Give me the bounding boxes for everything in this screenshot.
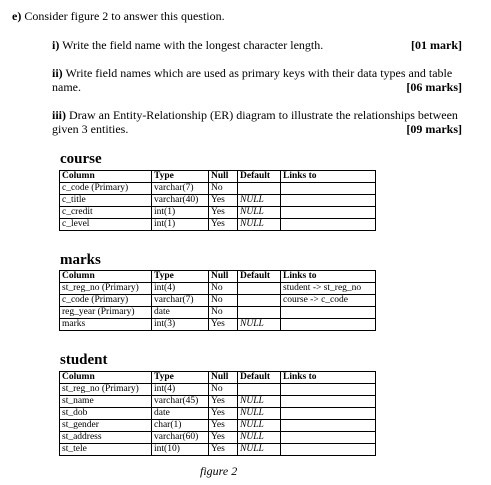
table-header-row <box>60 171 376 183</box>
table-row <box>60 195 376 207</box>
table-cell: NULL <box>238 207 281 219</box>
subquestion-2-marks: [06 marks] <box>406 80 462 94</box>
table-cell: No <box>209 295 238 307</box>
question-text: Consider figure 2 to answer this question. <box>24 9 225 23</box>
table-cell: varchar(7) <box>152 183 209 195</box>
table-row <box>60 420 376 432</box>
table-cell: st_reg_no (Primary) <box>60 283 152 295</box>
table-cell <box>238 283 281 295</box>
table-cell: c_credit <box>60 207 152 219</box>
table-cell: NULL <box>238 420 281 432</box>
question-header <box>12 9 225 24</box>
subquestion-1-marks: [01 mark] <box>411 38 462 52</box>
subquestion-2-text: Write field names which are used as primary keys with their data types and table name. <box>52 66 453 94</box>
table-row <box>60 319 376 331</box>
table-cell: NULL <box>238 408 281 420</box>
table-row <box>60 384 376 396</box>
table-cell: varchar(60) <box>152 432 209 444</box>
table-cell: char(1) <box>152 420 209 432</box>
table-title-student: student <box>60 352 108 368</box>
table-row <box>60 183 376 195</box>
column-header: Null <box>209 372 238 384</box>
table-cell: c_code (Primary) <box>60 295 152 307</box>
table-cell: Yes <box>209 420 238 432</box>
table-cell: varchar(7) <box>152 295 209 307</box>
table-header-row <box>60 271 376 283</box>
table-cell <box>281 408 376 420</box>
table-cell: c_code (Primary) <box>60 183 152 195</box>
table-cell: c_level <box>60 219 152 231</box>
subquestion-3-text: Draw an Entity-Relationship (ER) diagram to illustrate the relationships between given 3 entities. <box>52 108 458 136</box>
table-cell: int(1) <box>152 219 209 231</box>
table-cell: date <box>152 307 209 319</box>
table-cell <box>281 384 376 396</box>
table-cell: Yes <box>209 408 238 420</box>
question-label: e) <box>12 9 22 23</box>
table-cell: student -> st_reg_no <box>281 283 376 295</box>
table-cell: No <box>209 283 238 295</box>
table-cell: int(10) <box>152 444 209 456</box>
table-cell <box>281 444 376 456</box>
table-cell: No <box>209 307 238 319</box>
column-header: Default <box>238 372 281 384</box>
subquestion-2 <box>52 66 462 94</box>
table-cell: NULL <box>238 219 281 231</box>
table-cell: st_reg_no (Primary) <box>60 384 152 396</box>
table-cell <box>281 420 376 432</box>
table-course <box>59 170 376 231</box>
column-header: Default <box>238 171 281 183</box>
table-cell <box>238 307 281 319</box>
table-cell: reg_year (Primary) <box>60 307 152 319</box>
table-cell: NULL <box>238 319 281 331</box>
table-cell: marks <box>60 319 152 331</box>
table-cell <box>281 207 376 219</box>
subquestion-2-num: ii) <box>52 66 63 80</box>
table-cell <box>281 432 376 444</box>
table-cell <box>238 384 281 396</box>
table-cell <box>281 183 376 195</box>
table-cell: st_dob <box>60 408 152 420</box>
table-title-marks: marks <box>60 252 101 268</box>
table-cell: int(4) <box>152 283 209 295</box>
table-student <box>59 371 376 456</box>
table-cell: No <box>209 384 238 396</box>
table-cell: varchar(45) <box>152 396 209 408</box>
subquestion-3-marks: [09 marks] <box>406 122 462 136</box>
table-cell: course -> c_code <box>281 295 376 307</box>
table-title-course: course <box>60 151 102 167</box>
subquestion-3-num: iii) <box>52 108 66 122</box>
column-header: Default <box>238 271 281 283</box>
table-cell <box>281 219 376 231</box>
table-cell: st_tele <box>60 444 152 456</box>
table-cell: Yes <box>209 319 238 331</box>
table-cell: No <box>209 183 238 195</box>
subquestion-1-text: Write the field name with the longest character length. <box>62 38 324 52</box>
column-header: Column <box>60 171 152 183</box>
table-cell: Yes <box>209 432 238 444</box>
table-cell: NULL <box>238 444 281 456</box>
table-row <box>60 207 376 219</box>
table-cell: NULL <box>238 396 281 408</box>
subquestion-1-num: i) <box>52 38 60 52</box>
table-cell: Yes <box>209 444 238 456</box>
subquestion-1 <box>52 38 462 52</box>
table-row <box>60 408 376 420</box>
table-cell: varchar(40) <box>152 195 209 207</box>
table-cell <box>281 307 376 319</box>
subquestion-3 <box>52 108 462 136</box>
table-cell <box>238 183 281 195</box>
table-row <box>60 432 376 444</box>
table-cell: Yes <box>209 195 238 207</box>
column-header: Type <box>152 372 209 384</box>
table-cell: NULL <box>238 195 281 207</box>
table-cell: st_address <box>60 432 152 444</box>
table-cell: Yes <box>209 219 238 231</box>
column-header: Type <box>152 171 209 183</box>
table-cell <box>281 195 376 207</box>
table-cell: Yes <box>209 207 238 219</box>
table-row <box>60 444 376 456</box>
table-row <box>60 295 376 307</box>
table-cell <box>281 319 376 331</box>
column-header: Column <box>60 271 152 283</box>
table-cell: c_title <box>60 195 152 207</box>
table-cell: date <box>152 408 209 420</box>
table-cell: st_gender <box>60 420 152 432</box>
table-header-row <box>60 372 376 384</box>
table-cell: Yes <box>209 396 238 408</box>
figure-caption: figure 2 <box>200 464 238 478</box>
column-header: Links to <box>281 271 376 283</box>
table-row <box>60 219 376 231</box>
column-header: Null <box>209 171 238 183</box>
table-row <box>60 396 376 408</box>
table-cell: int(1) <box>152 207 209 219</box>
table-cell <box>238 295 281 307</box>
table-cell <box>281 396 376 408</box>
table-cell: NULL <box>238 432 281 444</box>
table-cell: int(3) <box>152 319 209 331</box>
column-header: Links to <box>281 372 376 384</box>
table-row <box>60 307 376 319</box>
table-marks <box>59 270 376 331</box>
table-cell: int(4) <box>152 384 209 396</box>
column-header: Column <box>60 372 152 384</box>
table-row <box>60 283 376 295</box>
column-header: Type <box>152 271 209 283</box>
table-cell: st_name <box>60 396 152 408</box>
column-header: Links to <box>281 171 376 183</box>
column-header: Null <box>209 271 238 283</box>
